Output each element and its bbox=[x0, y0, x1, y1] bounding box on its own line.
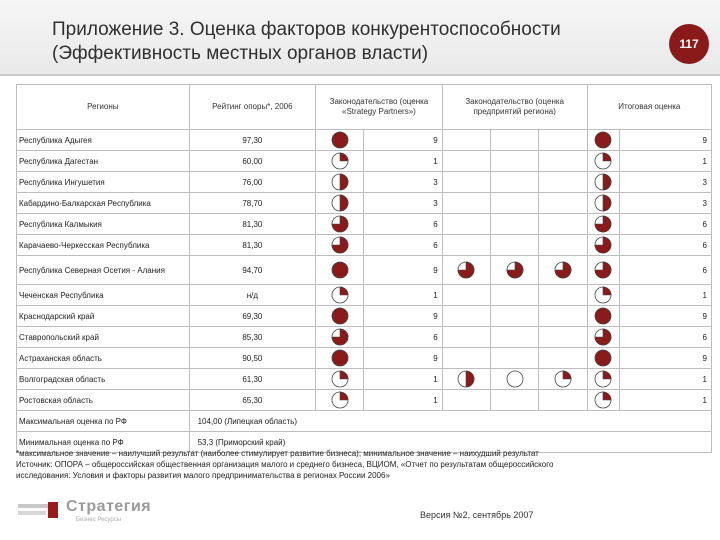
strategy-ball-cell bbox=[316, 327, 364, 348]
enterprise-ball-cell bbox=[491, 235, 539, 256]
harvey-ball-icon bbox=[594, 370, 612, 388]
brand-tagline: Бизнес Ресурсы bbox=[76, 517, 122, 523]
enterprise-ball-cell bbox=[539, 306, 587, 327]
enterprise-ball-cell bbox=[442, 235, 490, 256]
table-row bbox=[17, 327, 712, 348]
final-score-cell: 9 bbox=[619, 348, 711, 369]
enterprise-ball-cell bbox=[539, 390, 587, 411]
harvey-ball-icon bbox=[506, 261, 524, 279]
region-cell: Республика Адыгея bbox=[17, 130, 190, 151]
strategy-ball-cell bbox=[316, 285, 364, 306]
region-cell: Астраханская область bbox=[17, 348, 190, 369]
final-score-cell: 9 bbox=[619, 130, 711, 151]
harvey-ball-icon bbox=[331, 391, 349, 409]
enterprise-ball-cell bbox=[491, 130, 539, 151]
footnote-line-2: Источник: ОПОРА – общероссийская общественная организация малого и среднего бизнеса, ВЦИОМ, «Отчет по результатам общероссийского bbox=[16, 460, 554, 469]
harvey-ball-icon bbox=[331, 131, 349, 149]
final-ball-cell bbox=[587, 390, 619, 411]
enterprise-ball-cell bbox=[539, 369, 587, 390]
final-ball-cell bbox=[587, 256, 619, 285]
strategy-score-cell: 1 bbox=[364, 390, 442, 411]
footer-value: 104,00 (Липецкая область) bbox=[189, 411, 711, 432]
rating-cell: 61,30 bbox=[189, 369, 316, 390]
final-score-cell: 1 bbox=[619, 285, 711, 306]
final-score-cell: 9 bbox=[619, 306, 711, 327]
rating-cell: 97,30 bbox=[189, 130, 316, 151]
table-row bbox=[17, 130, 712, 151]
enterprise-ball-cell bbox=[491, 348, 539, 369]
rating-cell: 69,30 bbox=[189, 306, 316, 327]
enterprise-ball-cell bbox=[442, 151, 490, 172]
enterprise-ball-cell bbox=[491, 214, 539, 235]
table-row bbox=[17, 193, 712, 214]
rating-cell: 94,70 bbox=[189, 256, 316, 285]
rating-cell: 85,30 bbox=[189, 327, 316, 348]
enterprise-ball-cell bbox=[442, 193, 490, 214]
rating-cell: 81,30 bbox=[189, 214, 316, 235]
harvey-ball-icon bbox=[331, 236, 349, 254]
region-cell: Республика Ингушетия bbox=[17, 172, 190, 193]
enterprise-ball-cell bbox=[442, 306, 490, 327]
final-score-cell: 1 bbox=[619, 369, 711, 390]
strategy-ball-cell bbox=[316, 172, 364, 193]
rating-cell: 76,00 bbox=[189, 172, 316, 193]
page-title bbox=[52, 18, 561, 66]
final-score-cell: 6 bbox=[619, 256, 711, 285]
strategy-ball-cell bbox=[316, 256, 364, 285]
harvey-ball-icon bbox=[594, 152, 612, 170]
strategy-ball-cell bbox=[316, 193, 364, 214]
final-ball-cell bbox=[587, 130, 619, 151]
table-row bbox=[17, 256, 712, 285]
rating-cell: 65,30 bbox=[189, 390, 316, 411]
logo-mark-icon bbox=[14, 498, 62, 522]
enterprise-ball-cell bbox=[539, 256, 587, 285]
footnote-line-3: исследования: Условия и факторы развития малого предпринимательства в регионах России 2006» bbox=[16, 471, 390, 480]
enterprise-ball-cell bbox=[491, 172, 539, 193]
enterprise-ball-cell bbox=[539, 172, 587, 193]
strategy-ball-cell bbox=[316, 348, 364, 369]
harvey-ball-icon bbox=[457, 261, 475, 279]
strategy-score-cell: 9 bbox=[364, 306, 442, 327]
final-score-cell: 6 bbox=[619, 235, 711, 256]
final-score-cell: 6 bbox=[619, 327, 711, 348]
col-header-final: Итоговая оценка bbox=[587, 85, 711, 130]
table-row bbox=[17, 348, 712, 369]
rating-cell: 81,30 bbox=[189, 235, 316, 256]
rating-cell: 78,70 bbox=[189, 193, 316, 214]
harvey-ball-icon bbox=[506, 370, 524, 388]
table-row bbox=[17, 390, 712, 411]
region-cell: Республика Северная Осетия - Алания bbox=[17, 256, 190, 285]
region-cell: Карачаево-Черкесская Республика bbox=[17, 235, 190, 256]
enterprise-ball-cell bbox=[491, 256, 539, 285]
final-ball-cell bbox=[587, 172, 619, 193]
harvey-ball-icon bbox=[594, 307, 612, 325]
harvey-ball-icon bbox=[331, 286, 349, 304]
enterprise-ball-cell bbox=[539, 151, 587, 172]
final-score-cell: 3 bbox=[619, 172, 711, 193]
footnote bbox=[16, 448, 712, 481]
harvey-ball-icon bbox=[457, 370, 475, 388]
harvey-ball-icon bbox=[594, 286, 612, 304]
region-cell: Ставропольский край bbox=[17, 327, 190, 348]
page-number-badge: 117 bbox=[669, 24, 709, 64]
brand-logo bbox=[14, 498, 164, 524]
region-cell: Ростовская область bbox=[17, 390, 190, 411]
rating-cell: н/д bbox=[189, 285, 316, 306]
enterprise-ball-cell bbox=[442, 214, 490, 235]
strategy-score-cell: 1 bbox=[364, 151, 442, 172]
footer-value: 53,3 (Приморский край) bbox=[189, 432, 711, 453]
strategy-score-cell: 1 bbox=[364, 369, 442, 390]
harvey-ball-icon bbox=[554, 261, 572, 279]
enterprise-ball-cell bbox=[491, 327, 539, 348]
strategy-ball-cell bbox=[316, 130, 364, 151]
strategy-ball-cell bbox=[316, 369, 364, 390]
region-cell: Республика Калмыкия bbox=[17, 214, 190, 235]
harvey-ball-icon bbox=[594, 194, 612, 212]
enterprise-ball-cell bbox=[442, 327, 490, 348]
final-ball-cell bbox=[587, 327, 619, 348]
factors-table bbox=[16, 84, 712, 453]
harvey-ball-icon bbox=[331, 370, 349, 388]
harvey-ball-icon bbox=[331, 307, 349, 325]
harvey-ball-icon bbox=[594, 131, 612, 149]
harvey-ball-icon bbox=[594, 391, 612, 409]
rating-cell: 90,50 bbox=[189, 348, 316, 369]
col-header-rating: Рейтинг опоры*, 2006 bbox=[189, 85, 316, 130]
strategy-ball-cell bbox=[316, 306, 364, 327]
harvey-ball-icon bbox=[594, 173, 612, 191]
harvey-ball-icon bbox=[594, 328, 612, 346]
enterprise-ball-cell bbox=[539, 327, 587, 348]
table-body bbox=[17, 130, 712, 411]
harvey-ball-icon bbox=[331, 261, 349, 279]
footer-label: Максимальная оценка по РФ bbox=[17, 411, 190, 432]
final-ball-cell bbox=[587, 235, 619, 256]
enterprise-ball-cell bbox=[539, 193, 587, 214]
strategy-ball-cell bbox=[316, 214, 364, 235]
final-score-cell: 3 bbox=[619, 193, 711, 214]
table-row bbox=[17, 151, 712, 172]
final-ball-cell bbox=[587, 151, 619, 172]
strategy-score-cell: 9 bbox=[364, 130, 442, 151]
harvey-ball-icon bbox=[331, 328, 349, 346]
col-header-enterprise: Законодательство (оценка предприятий региона) bbox=[442, 85, 587, 130]
table-row bbox=[17, 214, 712, 235]
harvey-ball-icon bbox=[594, 215, 612, 233]
col-header-region: Регионы bbox=[17, 85, 190, 130]
table-row bbox=[17, 369, 712, 390]
harvey-ball-icon bbox=[594, 349, 612, 367]
footnote-line-1: *максимальное значение – наилучший результат (наиболее стимулирует развитие бизнеса); минимальное значение – наихудший результат bbox=[16, 449, 539, 458]
strategy-ball-cell bbox=[316, 151, 364, 172]
version-label: Версия №2, сентябрь 2007 bbox=[420, 510, 534, 520]
footer-row-max bbox=[17, 411, 712, 432]
region-cell: Краснодарский край bbox=[17, 306, 190, 327]
harvey-ball-icon bbox=[594, 236, 612, 254]
final-ball-cell bbox=[587, 369, 619, 390]
table-row bbox=[17, 306, 712, 327]
title-line-2: (Эффективность местных органов власти) bbox=[52, 43, 429, 64]
final-score-cell: 6 bbox=[619, 214, 711, 235]
final-score-cell: 1 bbox=[619, 390, 711, 411]
region-cell: Волгоградская область bbox=[17, 369, 190, 390]
enterprise-ball-cell bbox=[539, 285, 587, 306]
strategy-ball-cell bbox=[316, 235, 364, 256]
table-row bbox=[17, 235, 712, 256]
harvey-ball-icon bbox=[331, 349, 349, 367]
harvey-ball-icon bbox=[331, 152, 349, 170]
footer-label: Минимальная оценка по РФ bbox=[17, 432, 190, 453]
final-ball-cell bbox=[587, 285, 619, 306]
table-row bbox=[17, 172, 712, 193]
enterprise-ball-cell bbox=[491, 285, 539, 306]
enterprise-ball-cell bbox=[442, 172, 490, 193]
table-header-row bbox=[17, 85, 712, 130]
strategy-score-cell: 9 bbox=[364, 348, 442, 369]
harvey-ball-icon bbox=[331, 173, 349, 191]
enterprise-ball-cell bbox=[491, 193, 539, 214]
region-cell: Республика Дагестан bbox=[17, 151, 190, 172]
enterprise-ball-cell bbox=[539, 348, 587, 369]
enterprise-ball-cell bbox=[491, 369, 539, 390]
final-ball-cell bbox=[587, 193, 619, 214]
enterprise-ball-cell bbox=[491, 151, 539, 172]
strategy-score-cell: 6 bbox=[364, 214, 442, 235]
enterprise-ball-cell bbox=[442, 130, 490, 151]
enterprise-ball-cell bbox=[539, 214, 587, 235]
enterprise-ball-cell bbox=[491, 306, 539, 327]
final-score-cell: 1 bbox=[619, 151, 711, 172]
final-ball-cell bbox=[587, 214, 619, 235]
enterprise-ball-cell bbox=[442, 285, 490, 306]
harvey-ball-icon bbox=[331, 194, 349, 212]
harvey-ball-icon bbox=[554, 370, 572, 388]
enterprise-ball-cell bbox=[442, 348, 490, 369]
harvey-ball-icon bbox=[594, 261, 612, 279]
enterprise-ball-cell bbox=[442, 256, 490, 285]
final-ball-cell bbox=[587, 348, 619, 369]
strategy-score-cell: 1 bbox=[364, 285, 442, 306]
region-cell: Чеченская Республика bbox=[17, 285, 190, 306]
table-row bbox=[17, 285, 712, 306]
region-cell: Кабардино-Балкарская Республика bbox=[17, 193, 190, 214]
strategy-score-cell: 9 bbox=[364, 256, 442, 285]
strategy-score-cell: 6 bbox=[364, 235, 442, 256]
title-line-1: Приложение 3. Оценка факторов конкурентоспособности bbox=[52, 19, 561, 40]
strategy-score-cell: 3 bbox=[364, 172, 442, 193]
harvey-ball-icon bbox=[331, 215, 349, 233]
enterprise-ball-cell bbox=[539, 130, 587, 151]
strategy-score-cell: 3 bbox=[364, 193, 442, 214]
enterprise-ball-cell bbox=[539, 235, 587, 256]
rating-cell: 60,00 bbox=[189, 151, 316, 172]
enterprise-ball-cell bbox=[491, 390, 539, 411]
enterprise-ball-cell bbox=[442, 390, 490, 411]
col-header-strategy: Законодательство (оценка «Strategy Partners») bbox=[316, 85, 443, 130]
strategy-score-cell: 6 bbox=[364, 327, 442, 348]
strategy-ball-cell bbox=[316, 390, 364, 411]
enterprise-ball-cell bbox=[442, 369, 490, 390]
brand-name: Стратегия bbox=[66, 498, 152, 515]
final-ball-cell bbox=[587, 306, 619, 327]
